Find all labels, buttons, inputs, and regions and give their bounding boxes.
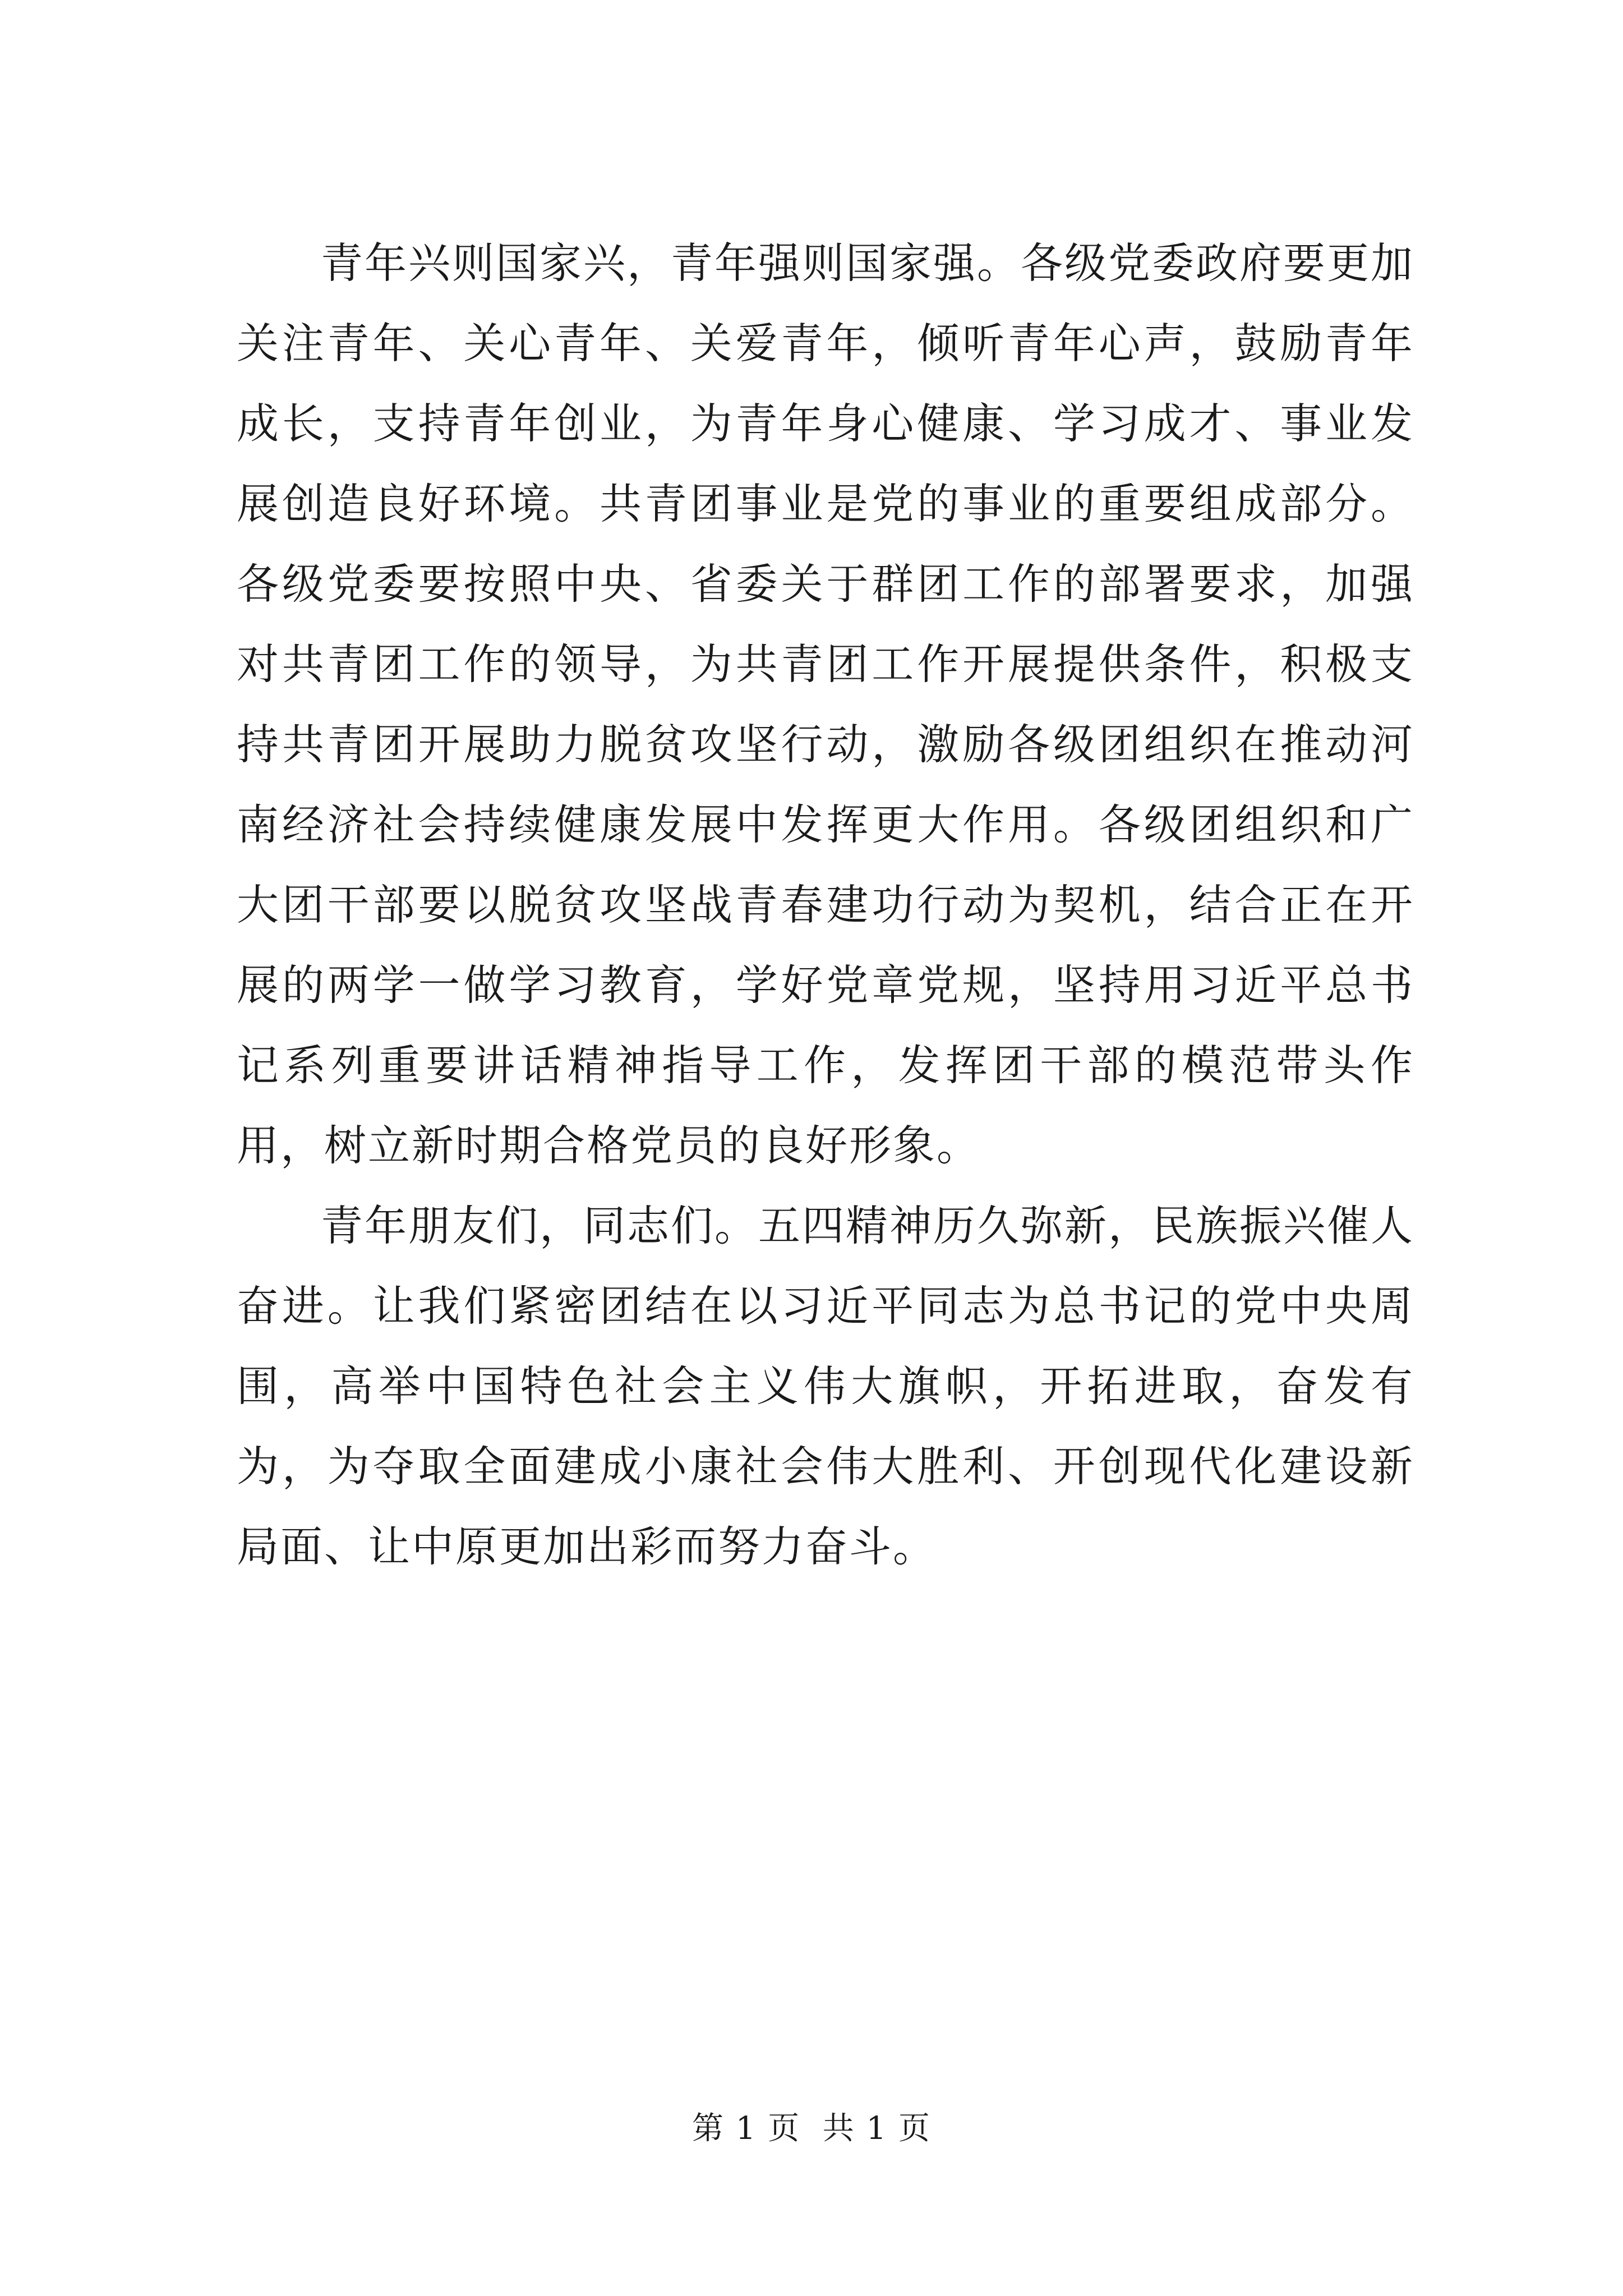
paragraph-1: 青年兴则国家兴，青年强则国家强。各级党委政府要更加关注青年、关心青年、关爱青年，倾听青年心声，鼓励青年成长，支持青年创业，为青年身心健康、学习成才、事业发展创造良好环境。共青团事业是党的事业的重要组成部分。各级党委要按照中央、省委关于群团工作的部署要求，加强对共青团工作的领导，为共青团工作开展提供条件，积极支持共青团开展助力脱贫攻坚行动，激励各级团组织在推动河南经济社会持续健康发展中发挥更大作用。各级团组织和广大团干部要以脱贫攻坚战青春建功行动为契机，结合正在开展的两学一做学习教育，学好党章党规，坚持用习近平总书记系列重要讲话精神指导工作，发挥团干部的模范带头作用，树立新时期合格党员的良好形象。 bbox=[237, 238, 1415, 1170]
document-body bbox=[237, 223, 1414, 1587]
paragraph-2: 青年朋友们，同志们。五四精神历久弥新，民族振兴催人奋进。让我们紧密团结在以习近平同志为总书记的党中央周围，高举中国特色社会主义伟大旗帜，开拓进取，奋发有为，为夺取全面建成小康社会伟大胜利、开创现代化建设新局面、让中原更加出彩而努力奋斗。 bbox=[237, 1201, 1415, 1571]
page-number-label: 第 1 页 共 1 页 bbox=[691, 2110, 932, 2147]
page-footer bbox=[0, 2109, 1623, 2148]
